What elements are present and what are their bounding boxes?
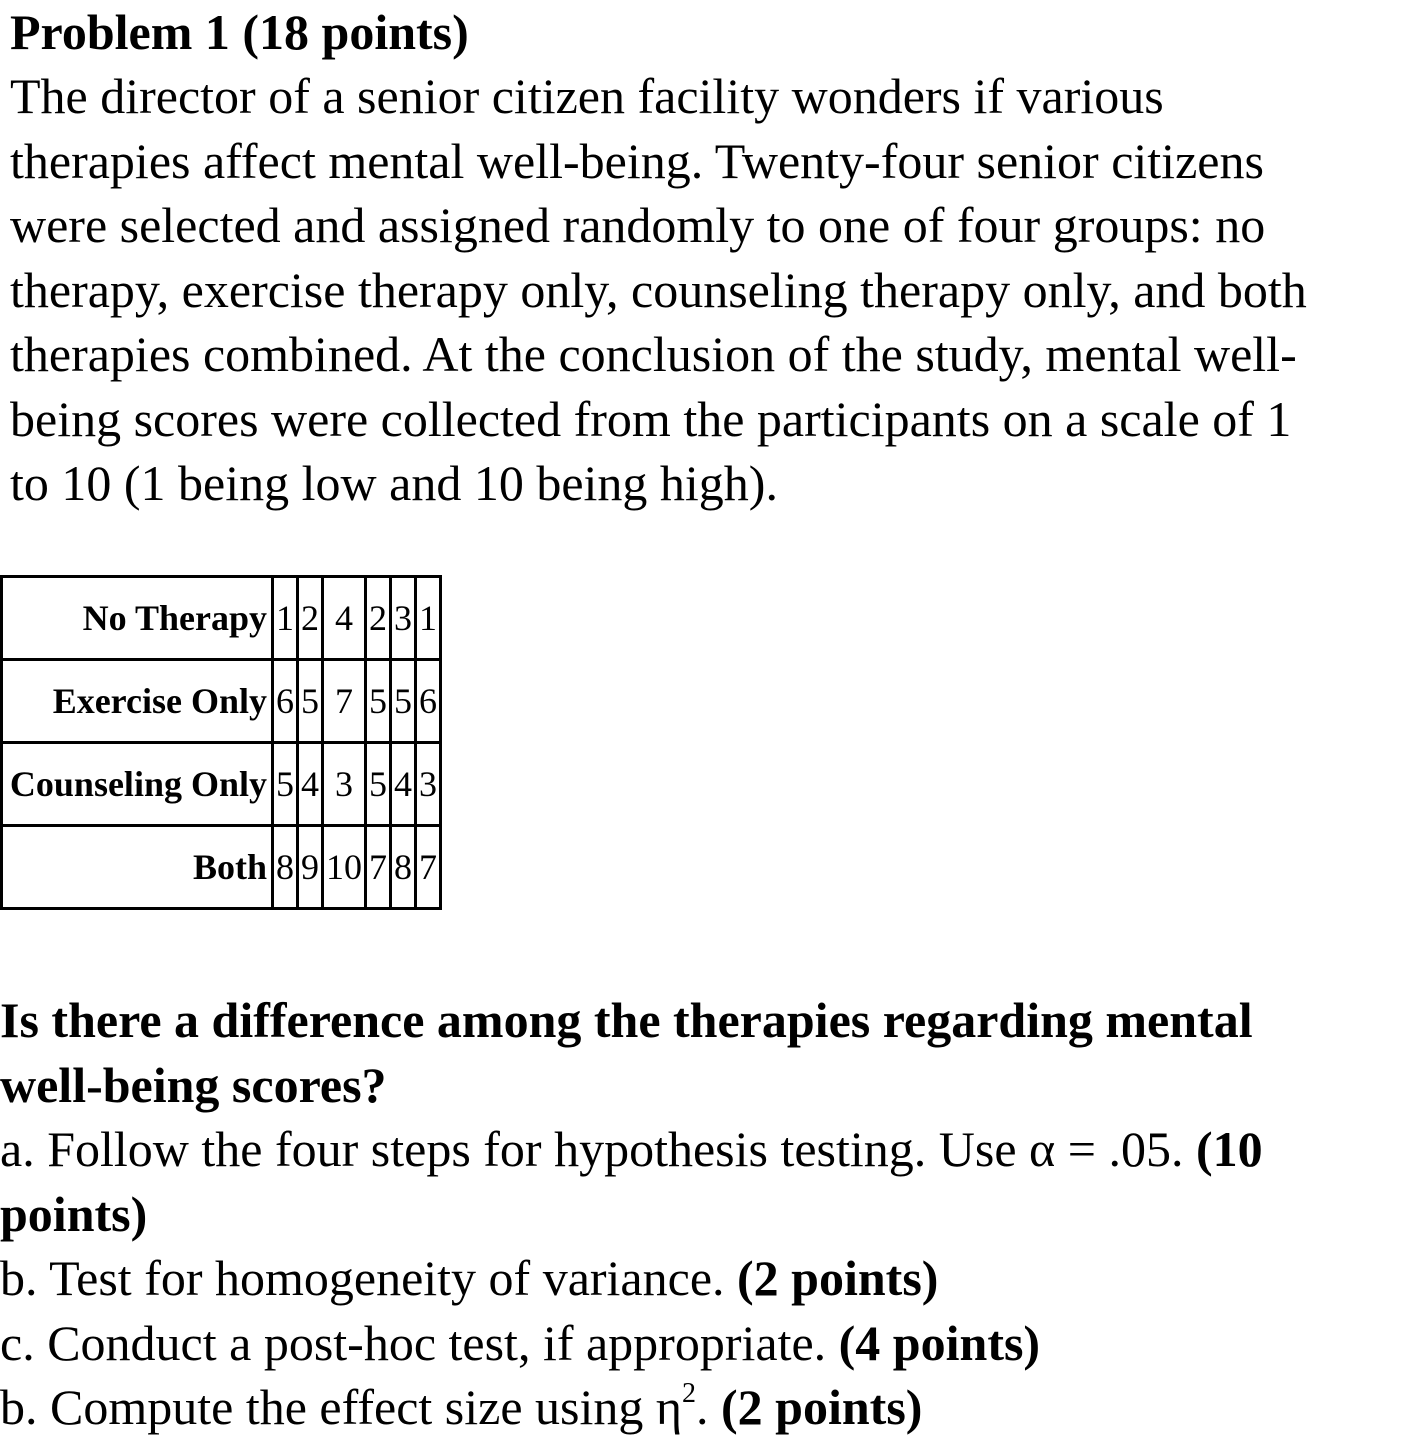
score-cell: 7 bbox=[366, 826, 391, 909]
part-b-points: (2 points) bbox=[737, 1250, 939, 1306]
part-a-points-cont: points) bbox=[0, 1185, 148, 1242]
score-cell: 8 bbox=[391, 826, 416, 909]
score-cell: 5 bbox=[391, 660, 416, 743]
part-d-points: (2 points) bbox=[721, 1379, 923, 1435]
scores-table bbox=[0, 575, 442, 910]
part-a bbox=[0, 1117, 1412, 1182]
document-page bbox=[10, 0, 1422, 516]
score-cell: 7 bbox=[416, 826, 441, 909]
intro-line: were selected and assigned randomly to one of four groups: no bbox=[10, 197, 1266, 253]
question-heading-line: well-being scores? bbox=[0, 1056, 387, 1113]
row-label: Exercise Only bbox=[2, 660, 273, 743]
score-cell: 4 bbox=[323, 577, 366, 660]
score-cell: 4 bbox=[391, 743, 416, 826]
score-cell: 6 bbox=[273, 660, 298, 743]
score-cell: 5 bbox=[298, 660, 323, 743]
score-cell: 1 bbox=[273, 577, 298, 660]
score-cell: 3 bbox=[391, 577, 416, 660]
intro-line: therapies combined. At the conclusion of the study, mental well- bbox=[10, 326, 1297, 382]
part-b-text: b. Test for homogeneity of variance. bbox=[0, 1250, 738, 1306]
part-b bbox=[0, 1246, 1412, 1311]
intro-line: The director of a senior citizen facility wonders if various bbox=[10, 68, 1164, 124]
question-block bbox=[0, 988, 1412, 1440]
part-d-period: . bbox=[696, 1379, 722, 1435]
score-cell: 2 bbox=[298, 577, 323, 660]
score-cell: 7 bbox=[323, 660, 366, 743]
part-d bbox=[0, 1375, 1412, 1440]
problem-intro bbox=[10, 64, 1422, 516]
part-a-points: (10 bbox=[1195, 1121, 1263, 1177]
score-cell: 8 bbox=[273, 826, 298, 909]
intro-line: therapies affect mental well-being. Twenty-four senior citizens bbox=[10, 132, 1264, 189]
question-heading-line: Is there a difference among the therapies regarding mental bbox=[0, 992, 1253, 1048]
part-a-text: a. Follow the four steps for hypothesis testing. Use α = .05. bbox=[0, 1121, 1196, 1177]
score-cell: 5 bbox=[366, 660, 391, 743]
intro-line: to 10 (1 being low and 10 being high). bbox=[10, 455, 778, 511]
score-cell: 1 bbox=[416, 577, 441, 660]
table-row bbox=[2, 826, 441, 909]
table-row bbox=[2, 577, 441, 660]
score-cell: 5 bbox=[273, 743, 298, 826]
part-d-text: b. Compute the effect size using η bbox=[0, 1379, 683, 1435]
part-c bbox=[0, 1311, 1412, 1376]
score-cell: 3 bbox=[323, 743, 366, 826]
score-cell: 4 bbox=[298, 743, 323, 826]
row-label: No Therapy bbox=[2, 577, 273, 660]
score-cell: 2 bbox=[366, 577, 391, 660]
score-cell: 10 bbox=[323, 826, 366, 909]
part-c-text: c. Conduct a post-hoc test, if appropriate. bbox=[0, 1314, 839, 1371]
score-cell: 5 bbox=[366, 743, 391, 826]
row-label: Both bbox=[2, 826, 273, 909]
table-row bbox=[2, 743, 441, 826]
score-cell: 9 bbox=[298, 826, 323, 909]
intro-line: being scores were collected from the participants on a scale of 1 bbox=[10, 390, 1292, 447]
table-row bbox=[2, 660, 441, 743]
row-label: Counseling Only bbox=[2, 743, 273, 826]
superscript-two: 2 bbox=[682, 1378, 697, 1409]
score-cell: 6 bbox=[416, 660, 441, 743]
part-c-points: (4 points) bbox=[838, 1314, 1041, 1371]
problem-title: Problem 1 (18 points) bbox=[10, 4, 469, 60]
intro-line: therapy, exercise therapy only, counseling therapy only, and both bbox=[10, 261, 1307, 318]
score-cell: 3 bbox=[416, 743, 441, 826]
